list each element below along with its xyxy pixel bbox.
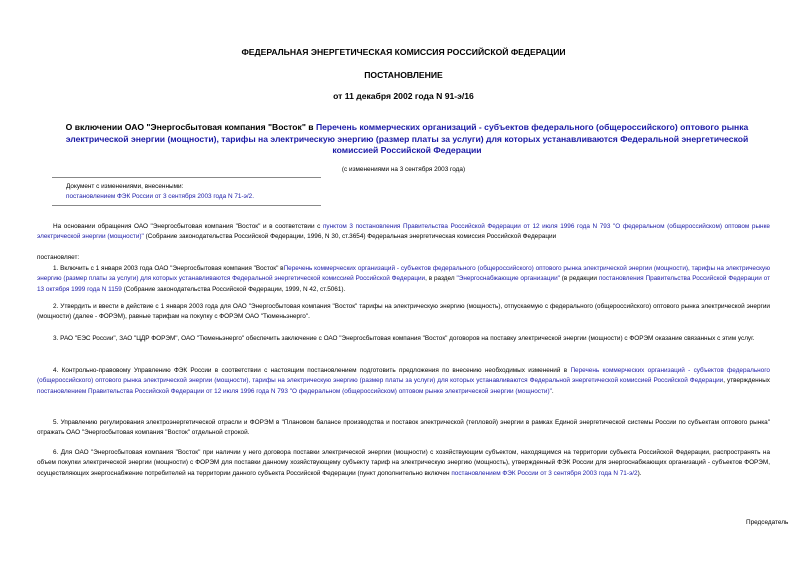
item-1-decree-link[interactable]: постановления Правительства Российской Федерации от 13 октября 1999 года N 1159: [37, 275, 770, 293]
item-3: [37, 334, 770, 344]
item-4-text: 4. Контрольно-правовому Управлению ФЭК России в соответствии с настоящим постановлением подготовить предложения по внесению необходимых изменений в: [53, 367, 571, 374]
document-date-number: от 11 декабря 2002 года N 91-э/16: [333, 91, 474, 101]
preamble-link[interactable]: пунктом 3 постановления Правительства Российской Федерации от 12 июля 1996 года N 793 "О федеральном (общероссийском) оптовом рынке электрической энергии (мощности)": [37, 223, 770, 241]
item-2: [37, 302, 770, 323]
item-4-list-link[interactable]: Перечень коммерческих организаций - субъектов федерального (общероссийского) оптового рынка электрической энергии (мощности), тарифы на электрическую энергию (размер платы за услуги) для которых устанавливаются Федеральной энергетической комиссией Российской Федерации: [37, 367, 770, 385]
changes-note: [66, 182, 326, 202]
item-6-text-b: ).: [637, 469, 642, 477]
title-prefix: О включении ОАО "Энергосбытовая компания "Восток" в: [65, 122, 316, 132]
document-type: ПОСТАНОВЛЕНИЕ: [364, 70, 443, 80]
item-1-list-link[interactable]: Перечень коммерческих организаций - субъектов федерального (общероссийского) оптового рынка электрической энергии (мощности), тарифы на электрическую энергию (размер платы за услуги) для которых устанавливаются Федеральной энергетической комиссией Российской Федерации: [37, 265, 771, 283]
title-list-link[interactable]: Перечень коммерческих организаций - субъектов федерального (общероссийского) оптового рынка электрической энергии (мощности), тарифы на электрическую энергию (размер платы за услуги) для которых устанавливаются Федеральной энергетической комиссией Российской Федерации: [65, 122, 749, 155]
changes-heading: Документ с изменениями, внесенными:: [66, 183, 184, 190]
note-top-rule: [52, 177, 321, 178]
item-6: [37, 448, 770, 479]
preamble: [37, 222, 770, 243]
item-1-section-link[interactable]: "Энергоснабжающие организации": [456, 275, 560, 283]
item-5: [37, 418, 770, 439]
preamble-text: На основании обращения ОАО "Энергосбытовая компания "Восток" и в соответствии с: [53, 223, 323, 230]
note-bottom-rule: [52, 205, 321, 206]
document-title: [52, 122, 762, 157]
decree-word: [37, 253, 770, 263]
item-4-decree-link[interactable]: постановлением Правительства Российской Федерации от 12 июля 1996 года N 793 "О федеральном (общероссийском) оптовом рынке электрической энергии (мощности)": [37, 387, 552, 395]
item-1-text-d: (Собрание законодательства Российской Федерации, 1999, N 42, ст.5061).: [121, 285, 346, 293]
item-4-text-b: , утвержденных: [723, 377, 771, 385]
changes-link[interactable]: постановлением ФЭК России от 3 сентября 2003 года N 71-э/2.: [66, 193, 254, 200]
item-1-text-b: , в раздел: [425, 275, 457, 283]
decree-word-text: постановляет:: [37, 254, 80, 261]
item-4: [37, 366, 770, 397]
item-2-text: 2. Утвердить и ввести в действие с 1 января 2003 года для ОАО "Энергосбытовая компания "Восток" тарифы на электрическую энергию (мощность), отпускаемую с федерального (общероссийского) оптового рынка электрической энергии (мощности) (далее - ФОРЭМ), равные тарифам на покупку с ФОРЭМ ОАО "Тюменьэнерго".: [37, 303, 770, 321]
preamble-text-end: (Собрание законодательства Российской Федерации, 1996, N 30, ст.3654) Федеральная энергетическая комиссия Российской Федерации: [143, 233, 557, 241]
item-5-text: 5. Управлению регулирования электроэнергетической отрасли и ФОРЭМ в "Плановом балансе производства и поставок электрической (тепловой) энергии в рамках Единой энергетической системы России по субъектам оптового рынка" отражать ОАО "Энергосбытовая компания "Восток" отдельной строкой.: [37, 419, 770, 437]
issuer-heading: ФЕДЕРАЛЬНАЯ ЭНЕРГЕТИЧЕСКАЯ КОМИССИЯ РОССИЙСКОЙ ФЕДЕРАЦИИ: [241, 47, 566, 57]
item-1-text: 1. Включить с 1 января 2003 года ОАО "Энергосбытовая компания "Восток" в: [53, 265, 284, 272]
item-1-text-c: (в редакции: [559, 275, 599, 283]
item-3-text: 3. РАО "ЕЭС России", ЗАО "ЦДР ФОРЭМ", ОАО "Тюменьэнерго" обеспечить заключение с ОАО "Энергосбытовая компания "Восток" договоров на поставку электрической энергии (мощности) с ФОРЭМ оказание связанных с этим услуг.: [53, 335, 755, 342]
item-6-amendment-link[interactable]: постановлением ФЭК России от 3 сентября 2003 года N 71-э/2: [451, 469, 638, 477]
amendments-note: (с изменениями на 3 сентября 2003 года): [341, 166, 466, 173]
item-6-text: 6. Для ОАО "Энергосбытовая компания "Восток" при наличии у него договора поставки электрической энергии (мощности) с хозяйствующим субъектом, находящимся на территории субъекта Российской Федерации, распространять на объем покупки электрической энергии (мощности) с ФОРЭМ для поставки данному хозяйствующему субъекту тариф на электрическую энергию (мощность), утвержденный ФЭК России для энергоснабжающих организаций - субъектов ФОРЭМ, осуществляющих энергоснабжение потребителей на территории данного субъекта Российской Федерации (пункт дополнительно включен: [37, 449, 770, 477]
item-4-text-c: .: [551, 387, 554, 395]
item-1: [37, 264, 770, 295]
signature-chairman: Председатель: [746, 519, 789, 526]
